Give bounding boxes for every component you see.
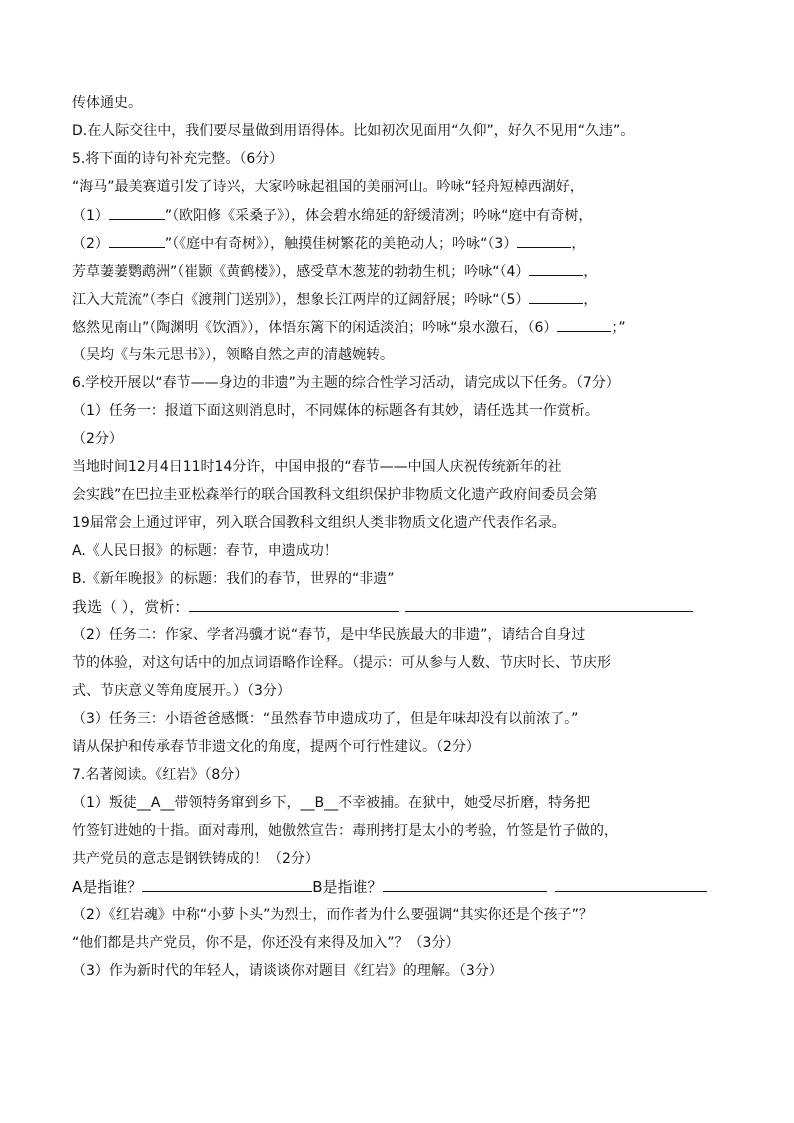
text-fragment: ，: [583, 264, 598, 280]
text-line: D.在人际交往中，我们要尽量做到用语得体。比如初次见面用“久仰”，好久不见用“久违”。: [72, 123, 635, 139]
reading-text: 共产党员的意志是钢铁铸成的！（2分）: [72, 851, 319, 867]
text-line: “海马”最美赛道引发了诗兴，大家吟咏起祖国的美丽河山。吟咏“轻舟短棹西湖好，: [72, 179, 584, 195]
question-prompt: （3）作为新时代的年轻人，请谈谈你对题目《红岩》的理解。（3分）: [72, 963, 503, 979]
text-line: 传体通史。: [72, 95, 142, 111]
answer-blank-1[interactable]: [109, 205, 165, 220]
text-line: （吴均《与朱元思书》），领略自然之声的清越婉转。: [72, 347, 394, 363]
reading-text: 竹签钉进她的十指。面对毒刑，她傲然宣告：毒刑拷打是太小的考验，竹签是竹子做的，: [72, 823, 618, 839]
analysis-blank-2[interactable]: [405, 597, 693, 612]
answer-blank-5[interactable]: [529, 289, 583, 304]
question-prompt: （2）《红岩魂》中称“小萝卜头”为烈士，而作者为什么要强调“其实你还是个孩子”？: [72, 907, 593, 923]
answer-blank-6[interactable]: [557, 317, 611, 332]
question-5-title: 5.将下面的诗句补充完整。（6分）: [72, 151, 284, 167]
answer-blank-2[interactable]: [109, 233, 165, 248]
question-7-title: 7.名著阅读。《红岩》（8分）: [72, 767, 249, 783]
poem-blank-line: [72, 317, 626, 338]
text-fragment: ”（《庭中有奇树》），触摸佳树繁花的美艳动人；吟咏“（3）: [164, 236, 518, 252]
answer-blank-b[interactable]: [383, 877, 547, 892]
option-b: B.《新年晚报》的标题：我们的春节，世界的“非遗”: [72, 571, 395, 587]
poem-blank-line: [72, 233, 585, 254]
who-answer-line: [72, 877, 707, 897]
text-fragment: 芳草萋萋鹦鹉洲”（崔颢《黄鹤楼》），感受草木葱茏的勃勃生机；吟咏“（4）: [72, 264, 530, 280]
answer-blank-3[interactable]: [517, 233, 571, 248]
text-fragment: A是指谁？: [72, 878, 143, 896]
task-2-prompt: 式、节庆意义等角度展开。）（3分）: [72, 683, 291, 699]
answer-blank-a[interactable]: [142, 877, 312, 892]
news-text: 当地时间12月4日11时14分许，中国申报的“春节——中国人庆祝传统新年的社: [72, 459, 562, 475]
text-fragment: 悠然见南山”（陶渊明《饮酒》），体悟东篱下的闲适淡泊；吟咏“泉水激石，（6）: [72, 320, 558, 336]
analysis-blank-1[interactable]: [189, 597, 399, 612]
task-1-prompt: （1）任务一：报道下面这则消息时，不同媒体的标题各有其妙，请任选其一作赏析。: [72, 403, 599, 419]
question-prompt: “他们都是共产党员，你不是，你还没有来得及加入”？（3分）: [72, 935, 460, 951]
task-2-prompt: （2）任务二：作家、学者冯骥才说“春节，是中华民族最大的非遗”，请结合自身过: [72, 627, 586, 643]
answer-blank-4[interactable]: [529, 261, 583, 276]
text-fragment: （2）: [72, 236, 109, 252]
text-fragment: ，: [583, 292, 598, 308]
choice-answer-line: [72, 597, 693, 617]
poem-blank-line: [72, 205, 592, 226]
answer-blank-extra[interactable]: [555, 877, 707, 892]
question-6-title: 6.学校开展以“春节——身边的非遗”为主题的综合性学习活动，请完成以下任务。（7分）: [72, 375, 620, 391]
reading-text: （1）叛徒__A__带领特务窜到乡下，__B__不幸被捕。在狱中，她受尽折磨，特务把: [72, 795, 591, 811]
news-text: 19届常会上通过评审，列入联合国教科文组织人类非物质文化遗产代表作名录。: [72, 515, 566, 531]
text-fragment: 江入大荒流”（李白《渡荆门送别》），想象长江两岸的辽阔舒展；吟咏“（5）: [72, 292, 530, 308]
text-fragment: ”（欧阳修《采桑子》），体会碧水绵延的舒缓清冽；吟咏“庭中有奇树，: [164, 208, 593, 224]
text-fragment: ；”: [611, 320, 626, 336]
task-3-prompt: （3）任务三：小语爸爸感慨：“虽然春节申遗成功了，但是年味却没有以前浓了。”: [72, 711, 579, 727]
option-a: A.《人民日报》的标题：春节，申遗成功！: [72, 543, 338, 559]
task-3-prompt: 请从保护和传承春节非遗文化的角度，提两个可行性建议。（2分）: [72, 739, 480, 755]
text-fragment: 我选（ ），赏析：: [72, 598, 190, 616]
text-fragment: ，: [571, 236, 586, 252]
poem-blank-line: [72, 261, 597, 282]
news-text: 会实践”在巴拉圭亚松森举行的联合国教科文组织保护非物质文化遗产政府间委员会第: [72, 487, 598, 503]
task-2-prompt: 节的体验，对这句话中的加点词语略作诠释。（提示：可从参与人数、节庆时长、节庆形: [72, 655, 611, 671]
points-label: （2分）: [72, 431, 123, 447]
text-fragment: （1）: [72, 208, 109, 224]
poem-blank-line: [72, 289, 597, 310]
text-fragment: B是指谁？: [312, 878, 383, 896]
